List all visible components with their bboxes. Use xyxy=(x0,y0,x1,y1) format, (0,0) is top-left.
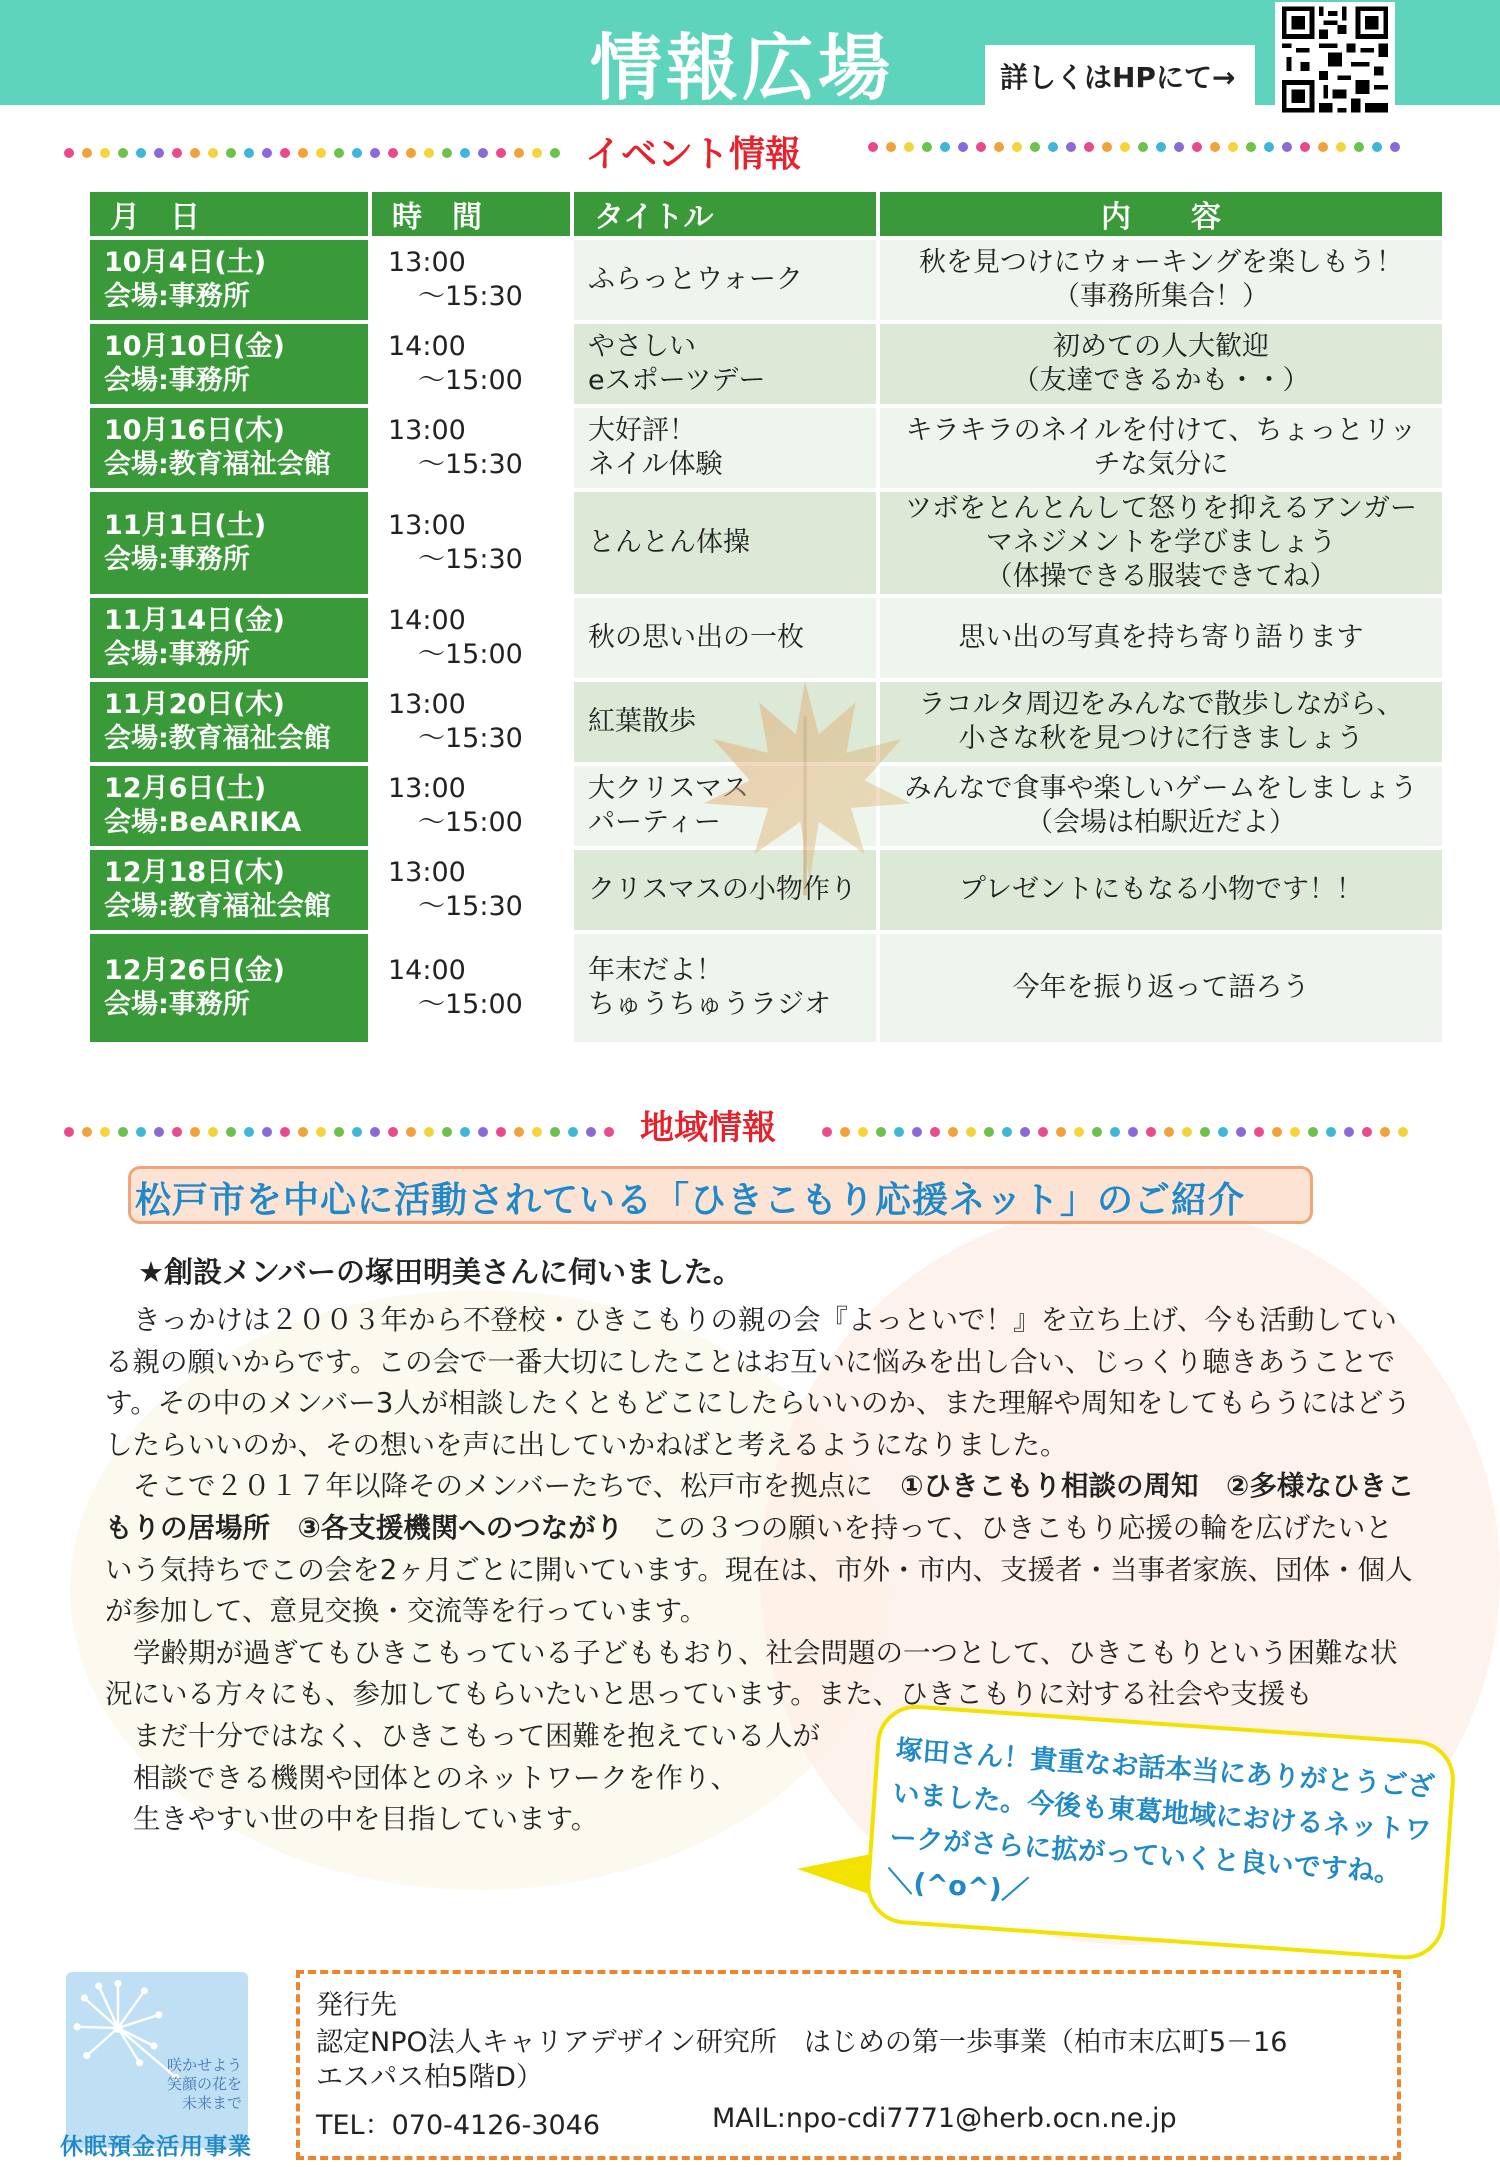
dot xyxy=(262,148,272,158)
dot xyxy=(172,148,182,158)
dot xyxy=(958,142,968,152)
dot xyxy=(334,148,344,158)
event-venue: 会場:事務所 xyxy=(104,365,250,396)
dot xyxy=(1146,1127,1156,1137)
dot xyxy=(1300,142,1310,152)
dot xyxy=(1128,1127,1138,1137)
dot xyxy=(604,1127,614,1137)
dot xyxy=(1102,142,1112,152)
page-title: 情報広場 xyxy=(590,26,895,110)
dot xyxy=(1218,1127,1228,1137)
dot xyxy=(586,1127,596,1137)
column-header-time: 時 間 xyxy=(372,192,570,236)
event-title-cell xyxy=(574,408,876,488)
event-date: 10月10日(金) xyxy=(104,331,285,362)
dot xyxy=(514,1127,524,1137)
dot xyxy=(940,142,950,152)
event-title: ネイル体験 xyxy=(588,449,723,480)
event-time-cell xyxy=(372,682,570,762)
paragraph: きっかけは２００３年から不登校・ひきこもりの親の会『よっといで！』を立ち上げ、今も活動している親の願いからです。この会で一番大切にしたことはお互いに悩みを出し合い、じっくり聴きあうことです。その中のメンバー3人が相談したくともどこにしたらいいのか、また理解や周知をしてもらうにはどうしたらいいのか、その想いを声に出していかねばと考えるようになりました。 xyxy=(105,1304,1411,1461)
event-start: 13:00 xyxy=(388,773,466,804)
event-content-cell xyxy=(880,408,1442,488)
event-content-line: みんなで食事や楽しいゲームをしましょう xyxy=(904,773,1418,804)
slogan-line: 笑顔の花を xyxy=(166,2075,242,2093)
table-row xyxy=(90,850,1442,930)
dot xyxy=(1336,142,1346,152)
dot xyxy=(948,1127,958,1137)
table-row xyxy=(90,492,1442,594)
event-start: 13:00 xyxy=(388,415,466,446)
event-date-cell xyxy=(90,850,368,930)
event-title: ちゅうちゅうラジオ xyxy=(588,989,831,1020)
event-title: とんとん体操 xyxy=(588,527,750,558)
event-end: ～15:00 xyxy=(418,989,523,1020)
slogan-line: 咲かせよう xyxy=(166,2056,242,2074)
dot xyxy=(1264,142,1274,152)
dot xyxy=(568,1127,578,1137)
dot xyxy=(984,1127,994,1137)
dot xyxy=(894,1127,904,1137)
event-date-cell xyxy=(90,598,368,678)
dot xyxy=(1236,1127,1246,1137)
event-content-line: （会場は柏駅近だよ） xyxy=(1026,807,1296,838)
dot xyxy=(1254,1127,1264,1137)
dot xyxy=(352,1127,362,1137)
dot xyxy=(334,1127,344,1137)
dot xyxy=(1120,142,1130,152)
event-content-line: 今年を振り返って語ろう xyxy=(1012,972,1310,1003)
dot xyxy=(1246,142,1256,152)
dot xyxy=(840,1127,850,1137)
dot xyxy=(822,1127,832,1137)
decorative-dots xyxy=(64,1125,614,1139)
dot xyxy=(388,1127,398,1137)
event-title: 秋の思い出の一枚 xyxy=(588,622,804,653)
event-content-line: ツボをとんとんして怒りを抑えるアンガー xyxy=(905,493,1417,524)
event-start: 13:00 xyxy=(388,689,466,720)
event-content-line: 秋を見つけにウォーキングを楽しもう！ xyxy=(918,247,1404,278)
event-end: ～15:00 xyxy=(418,807,523,838)
event-content-cell xyxy=(880,934,1442,1042)
event-venue: 会場:BeARIKA xyxy=(104,807,302,838)
event-content-line: チな気分に xyxy=(1093,449,1229,480)
event-date-cell xyxy=(90,934,368,1042)
dot xyxy=(1192,142,1202,152)
table-row xyxy=(90,408,1442,488)
event-date: 10月4日(土) xyxy=(104,247,267,278)
dot xyxy=(1084,142,1094,152)
dot xyxy=(1164,1127,1174,1137)
event-title: eスポーツデー xyxy=(588,365,766,396)
publisher-mail[interactable]: MAIL:npo-cdi7771@herb.ocn.ne.jp xyxy=(712,2103,1177,2134)
event-date-cell xyxy=(90,682,368,762)
dot xyxy=(1092,1127,1102,1137)
event-end: ～15:00 xyxy=(418,639,523,670)
dot xyxy=(1290,1127,1300,1137)
event-content-line: 小さな秋を見つけに行きましょう xyxy=(958,723,1364,754)
bubble-text: 塚田さん！貴重なお話本当にありがとうございました。今後も東葛地域におけるネットワークがさらに拡がっていくと良いですね。 ＼(^o^)／ xyxy=(885,1734,1443,1908)
dot xyxy=(460,1127,470,1137)
dot xyxy=(460,148,470,158)
event-content-line: 思い出の写真を持ち寄り語ります xyxy=(958,622,1364,653)
event-title: 紅葉散歩 xyxy=(588,706,696,737)
dot xyxy=(424,1127,434,1137)
event-title-cell xyxy=(574,324,876,404)
dot xyxy=(550,1127,560,1137)
dot xyxy=(244,1127,254,1137)
event-content-line: 初めての人大歓迎 xyxy=(1053,331,1269,362)
interview-subheading: ★創設メンバーの塚田明美さんに伺いました。 xyxy=(138,1255,742,1289)
event-end: ～15:30 xyxy=(418,544,523,575)
dot xyxy=(316,148,326,158)
dot xyxy=(154,148,164,158)
dot xyxy=(298,148,308,158)
event-end: ～15:00 xyxy=(418,365,523,396)
dot xyxy=(280,1127,290,1137)
event-content-line: （体操できる服装できてね） xyxy=(985,561,1337,592)
dot xyxy=(190,148,200,158)
event-title-cell xyxy=(574,850,876,930)
event-time-cell xyxy=(372,408,570,488)
event-end: ～15:30 xyxy=(418,891,523,922)
dot xyxy=(1012,142,1022,152)
event-title: やさしい xyxy=(588,331,696,362)
qr-code-icon[interactable] xyxy=(1275,2,1395,117)
event-venue: 会場:教育福祉会館 xyxy=(104,891,331,922)
event-title: 大クリスマス xyxy=(588,773,749,804)
dot xyxy=(1372,142,1382,152)
dot xyxy=(886,142,896,152)
dot xyxy=(406,148,416,158)
dot xyxy=(1138,142,1148,152)
dot xyxy=(82,148,92,158)
event-date: 12月6日(土) xyxy=(104,773,267,804)
event-content-line: マネジメントを学びましょう xyxy=(985,527,1337,558)
event-time-cell xyxy=(372,324,570,404)
event-time-cell xyxy=(372,766,570,846)
paragraph: まだ十分ではなく、ひきこもって困難を抱えている人が xyxy=(133,1719,820,1752)
event-table xyxy=(86,188,1446,1046)
event-date: 12月18日(木) xyxy=(104,857,285,888)
event-content-cell xyxy=(880,240,1442,320)
publisher-org: 認定NPO法人キャリアデザイン研究所 はじめの第一歩事業（柏市末広町5－16 xyxy=(316,2027,1288,2058)
event-content-cell xyxy=(880,598,1442,678)
event-title-cell xyxy=(574,934,876,1042)
dot xyxy=(1308,1127,1318,1137)
table-row xyxy=(90,682,1442,762)
event-start: 13:00 xyxy=(388,857,466,888)
event-time-cell xyxy=(372,492,570,594)
dot xyxy=(1174,142,1184,152)
highlight-text: ①ひきこもり相談の周知 ②多様なひきこもりの居場所 ③各支援機関へのつながり xyxy=(105,1470,1415,1544)
event-content-cell xyxy=(880,492,1442,594)
table-row xyxy=(90,934,1442,1042)
community-section-title: 地域情報 xyxy=(640,1108,776,1148)
dot xyxy=(1362,1127,1372,1137)
dot xyxy=(1200,1127,1210,1137)
dot xyxy=(1074,1127,1084,1137)
event-content-line: キラキラのネイルを付けて、ちょっとリッ xyxy=(905,415,1417,446)
table-row xyxy=(90,598,1442,678)
dot xyxy=(976,142,986,152)
dot xyxy=(478,1127,488,1137)
dot xyxy=(442,1127,452,1137)
event-title: 年末だよ！ xyxy=(588,955,723,986)
event-title: クリスマスの小物作り xyxy=(588,874,857,905)
column-header-title: タイトル xyxy=(574,192,876,236)
events-section-title: イベント情報 xyxy=(585,134,802,175)
dot xyxy=(82,1127,92,1137)
publisher-address: エスパス柏5階D） xyxy=(316,2062,543,2093)
dot xyxy=(208,148,218,158)
event-date-cell xyxy=(90,766,368,846)
event-title-cell xyxy=(574,766,876,846)
event-content-line: （事務所集合！） xyxy=(1053,281,1269,312)
event-start: 13:00 xyxy=(388,247,466,278)
dot xyxy=(1020,1127,1030,1137)
dot xyxy=(352,148,362,158)
dot xyxy=(1282,142,1292,152)
event-content-line: ラコルタ周辺をみんなで散歩しながら、 xyxy=(918,689,1404,720)
dot xyxy=(172,1127,182,1137)
publisher-label: 発行先 xyxy=(316,1990,397,2021)
dot xyxy=(244,148,254,158)
event-end: ～15:30 xyxy=(418,281,523,312)
dot xyxy=(406,1127,416,1137)
community-banner-text: 松戸市を中心に活動されている「ひきこもり応援ネット」のご紹介 xyxy=(135,1180,1246,1221)
paragraph xyxy=(105,1466,1415,1632)
dot xyxy=(478,148,488,158)
dot xyxy=(1354,142,1364,152)
dot xyxy=(64,1127,74,1137)
dot xyxy=(1066,142,1076,152)
dot xyxy=(1056,1127,1066,1137)
event-date: 11月1日(土) xyxy=(104,510,267,541)
dot xyxy=(226,1127,236,1137)
decorative-dots xyxy=(868,140,1400,154)
dot xyxy=(496,148,506,158)
event-venue: 会場:教育福祉会館 xyxy=(104,723,331,754)
table-row xyxy=(90,324,1442,404)
dot xyxy=(370,148,380,158)
dot xyxy=(1228,142,1238,152)
dot xyxy=(1156,142,1166,152)
dot xyxy=(64,148,74,158)
dot xyxy=(370,1127,380,1137)
dot xyxy=(280,148,290,158)
event-venue: 会場:事務所 xyxy=(104,544,250,575)
event-date-cell xyxy=(90,324,368,404)
dot xyxy=(1326,1127,1336,1137)
event-time-cell xyxy=(372,934,570,1042)
event-content-cell xyxy=(880,324,1442,404)
dot xyxy=(1380,1127,1390,1137)
event-title-cell xyxy=(574,240,876,320)
dot xyxy=(388,148,398,158)
dot xyxy=(100,148,110,158)
dot xyxy=(1318,142,1328,152)
event-date-cell xyxy=(90,408,368,488)
dot xyxy=(922,142,932,152)
dot xyxy=(876,1127,886,1137)
hp-note: 詳しくはHPにて→ xyxy=(1000,61,1236,94)
event-date-cell xyxy=(90,492,368,594)
dot xyxy=(1030,142,1040,152)
dot xyxy=(930,1127,940,1137)
dot xyxy=(1344,1127,1354,1137)
dot xyxy=(858,1127,868,1137)
dot xyxy=(136,148,146,158)
dot xyxy=(262,1127,272,1137)
column-header-date: 月 日 xyxy=(90,192,368,236)
event-content-line: プレゼントにもなる小物です！！ xyxy=(959,874,1363,905)
event-date: 11月14日(金) xyxy=(104,605,285,636)
event-start: 14:00 xyxy=(388,955,466,986)
event-title: パーティー xyxy=(588,807,721,838)
dot xyxy=(532,1127,542,1137)
text-span: この３つの願いを持って、ひきこもり応援の輪を広げたいという気持ちでこの会を2ヶ月ごとに開いています。現在は、市外・市内、支援者・当事者家族、団体・個人が参加して、意見交換・交流等を行っています。 xyxy=(105,1511,1413,1628)
event-start: 14:00 xyxy=(388,605,466,636)
dot xyxy=(190,1127,200,1137)
logo xyxy=(66,1972,248,2148)
dot xyxy=(1210,142,1220,152)
event-content-cell xyxy=(880,850,1442,930)
dot xyxy=(1390,142,1400,152)
dot xyxy=(904,142,914,152)
event-title-cell xyxy=(574,682,876,762)
event-date: 10月16日(木) xyxy=(104,415,285,446)
event-date: 11月20日(木) xyxy=(104,689,285,720)
event-title-cell xyxy=(574,492,876,594)
dot xyxy=(154,1127,164,1137)
dot xyxy=(442,148,452,158)
event-title-cell xyxy=(574,598,876,678)
event-end: ～15:30 xyxy=(418,723,523,754)
event-title: ふらっとウォーク xyxy=(588,264,803,295)
dot xyxy=(424,148,434,158)
event-venue: 会場:教育福祉会館 xyxy=(104,449,331,480)
event-start: 14:00 xyxy=(388,331,466,362)
table-row xyxy=(90,240,1442,320)
dot xyxy=(118,148,128,158)
event-content-line: （友達できるかも・・） xyxy=(1012,365,1310,396)
column-header-content: 内 容 xyxy=(880,192,1442,236)
dot xyxy=(1182,1127,1192,1137)
publisher-tel[interactable]: TEL：070-4126-3046 xyxy=(316,2110,601,2141)
event-content-cell xyxy=(880,682,1442,762)
event-content-cell xyxy=(880,766,1442,846)
dot xyxy=(208,1127,218,1137)
dot xyxy=(532,148,542,158)
dot xyxy=(226,148,236,158)
slogan-line: 未来まで xyxy=(181,2094,242,2112)
dot xyxy=(1002,1127,1012,1137)
dot xyxy=(1048,142,1058,152)
event-time-cell xyxy=(372,240,570,320)
dot xyxy=(1038,1127,1048,1137)
event-date: 12月26日(金) xyxy=(104,955,285,986)
event-title: 大好評！ xyxy=(588,415,696,446)
event-start: 13:00 xyxy=(388,510,466,541)
dot xyxy=(868,142,878,152)
speech-bubble xyxy=(792,1697,1467,1982)
event-date-cell xyxy=(90,240,368,320)
table-row xyxy=(90,766,1442,846)
decorative-dots xyxy=(822,1125,1408,1139)
decorative-dots xyxy=(64,146,560,160)
dot xyxy=(966,1127,976,1137)
dot xyxy=(298,1127,308,1137)
event-venue: 会場:事務所 xyxy=(104,989,250,1020)
dot xyxy=(550,148,560,158)
text-span: そこで２０１７年以降そのメンバーたちで、松戸市を拠点に xyxy=(133,1470,901,1503)
dot xyxy=(136,1127,146,1137)
dot xyxy=(118,1127,128,1137)
dot xyxy=(1110,1127,1120,1137)
dot xyxy=(1272,1127,1282,1137)
dot xyxy=(100,1127,110,1137)
event-venue: 会場:事務所 xyxy=(104,639,250,670)
logo-caption: 休眠預金活用事業 xyxy=(60,2134,252,2160)
event-time-cell xyxy=(372,598,570,678)
dot xyxy=(1398,1127,1408,1137)
event-end: ～15:30 xyxy=(418,449,523,480)
dot xyxy=(912,1127,922,1137)
paragraph: 学齢期が過ぎてもひきこもっている子どももおり、社会問題の一つとして、ひきこもりという困難な状況にいる方々にも、参加してもらいたいと思っています。また、ひきこもりに対する社会や支援も xyxy=(105,1636,1398,1711)
paragraph: 相談できる機関や団体とのネットワークを作り、 xyxy=(133,1761,738,1794)
paragraph: 生きやすい世の中を目指しています。 xyxy=(133,1803,599,1836)
dot xyxy=(994,142,1004,152)
dot xyxy=(496,1127,506,1137)
dot xyxy=(514,148,524,158)
event-venue: 会場:事務所 xyxy=(104,281,250,312)
logo-slogan xyxy=(167,2056,242,2113)
dot xyxy=(316,1127,326,1137)
event-time-cell xyxy=(372,850,570,930)
